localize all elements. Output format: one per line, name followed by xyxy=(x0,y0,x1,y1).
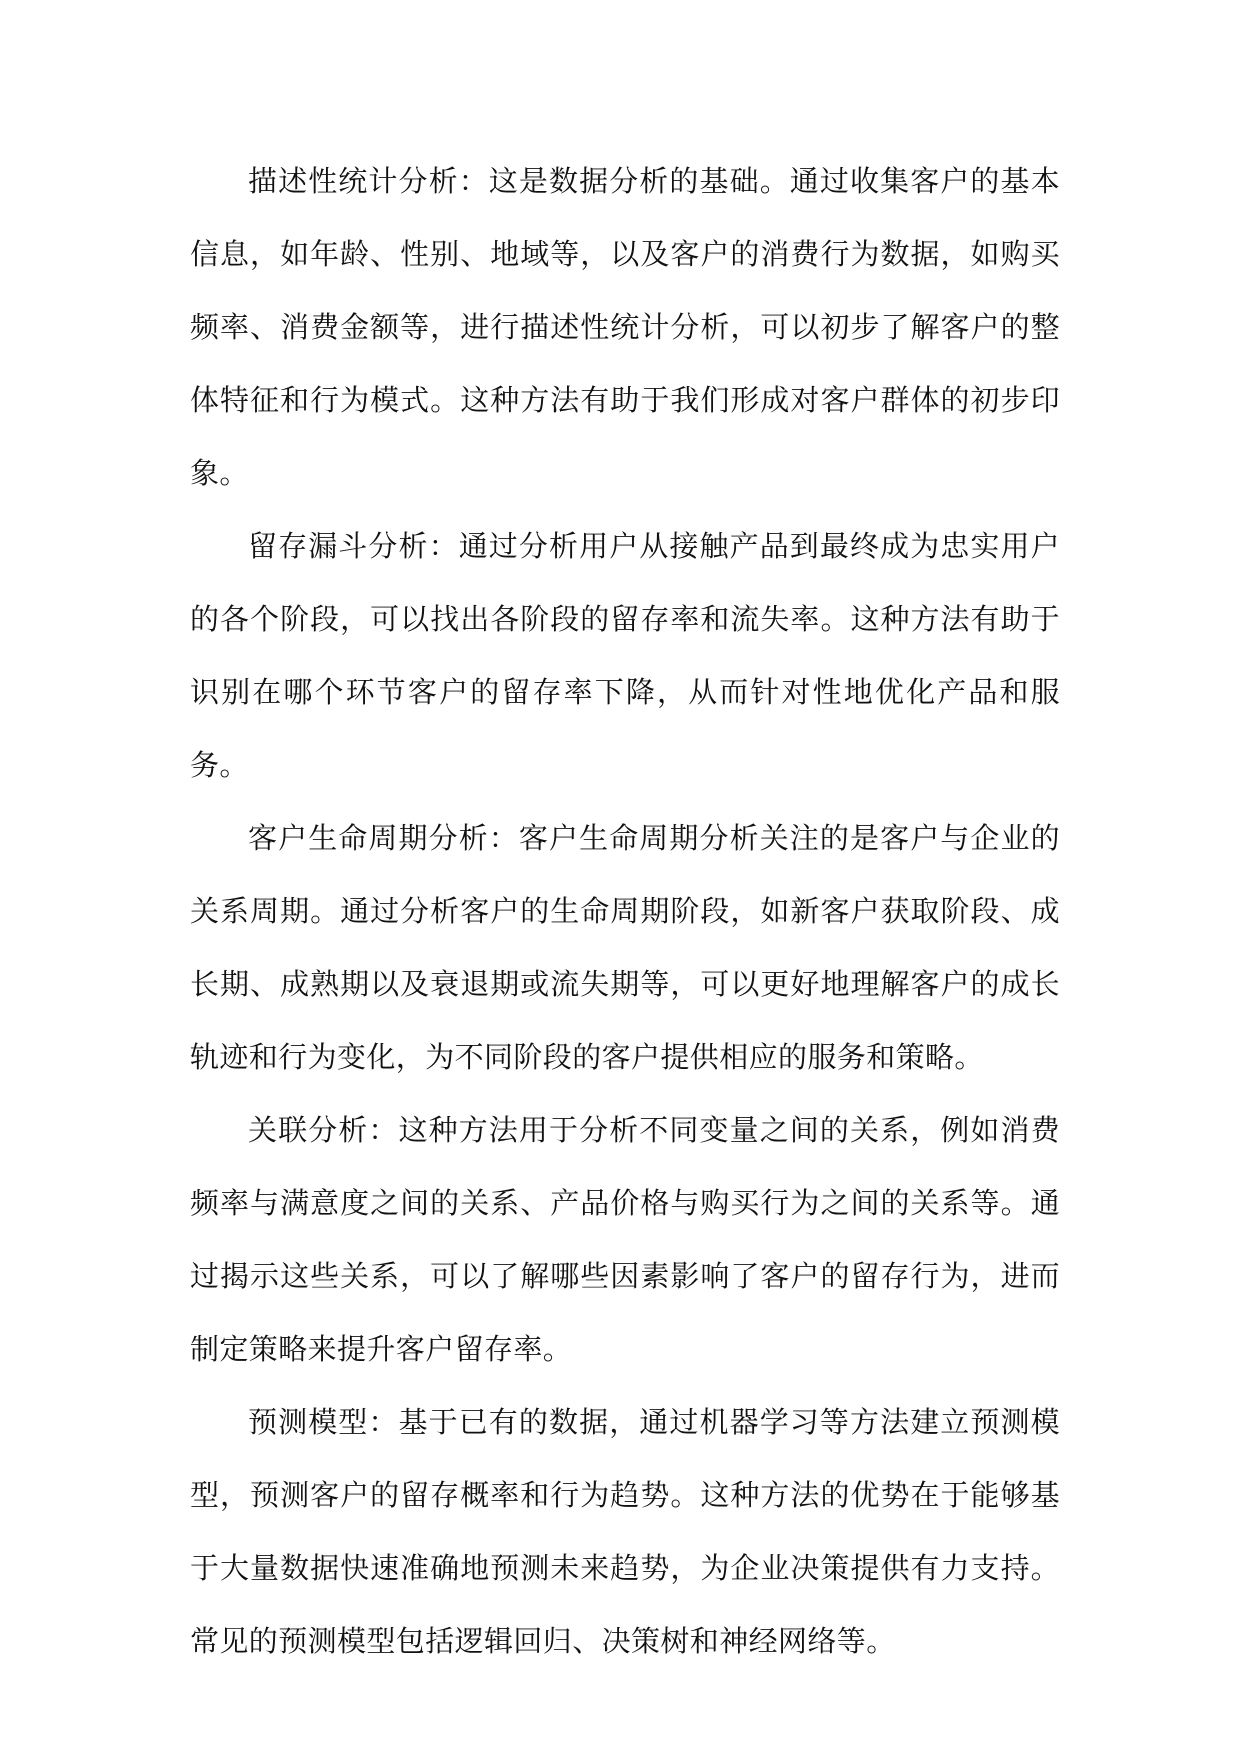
paragraph-prediction-model: 预测模型：基于已有的数据，通过机器学习等方法建立预测模型，预测客户的留存概率和行为趋势。这种方法的优势在于能够基于大量数据快速准确地预测未来趋势，为企业决策提供有力支持。常见的预测模型包括逻辑回归、决策树和神经网络等。 xyxy=(190,1405,1060,1658)
paragraph-association-analysis: 关联分析：这种方法用于分析不同变量之间的关系，例如消费频率与满意度之间的关系、产品价格与购买行为之间的关系等。通过揭示这些关系，可以了解哪些因素影响了客户的留存行为，进而制定策略来提升客户留存率。 xyxy=(190,1113,1060,1366)
paragraph-retention-funnel: 留存漏斗分析：通过分析用户从接触产品到最终成为忠实用户的各个阶段，可以找出各阶段的留存率和流失率。这种方法有助于识别在哪个环节客户的留存率下降，从而针对性地优化产品和服务。 xyxy=(190,529,1060,782)
paragraph-customer-lifecycle: 客户生命周期分析：客户生命周期分析关注的是客户与企业的关系周期。通过分析客户的生命周期阶段，如新客户获取阶段、成长期、成熟期以及衰退期或流失期等，可以更好地理解客户的成长轨迹和行为变化，为不同阶段的客户提供相应的服务和策略。 xyxy=(190,821,1060,1074)
paragraph-descriptive-statistics: 描述性统计分析：这是数据分析的基础。通过收集客户的基本信息，如年龄、性别、地域等，以及客户的消费行为数据，如购买频率、消费金额等，进行描述性统计分析，可以初步了解客户的整体特征和行为模式。这种方法有助于我们形成对客户群体的初步印象。 xyxy=(190,164,1060,490)
document-body xyxy=(190,145,1060,1678)
